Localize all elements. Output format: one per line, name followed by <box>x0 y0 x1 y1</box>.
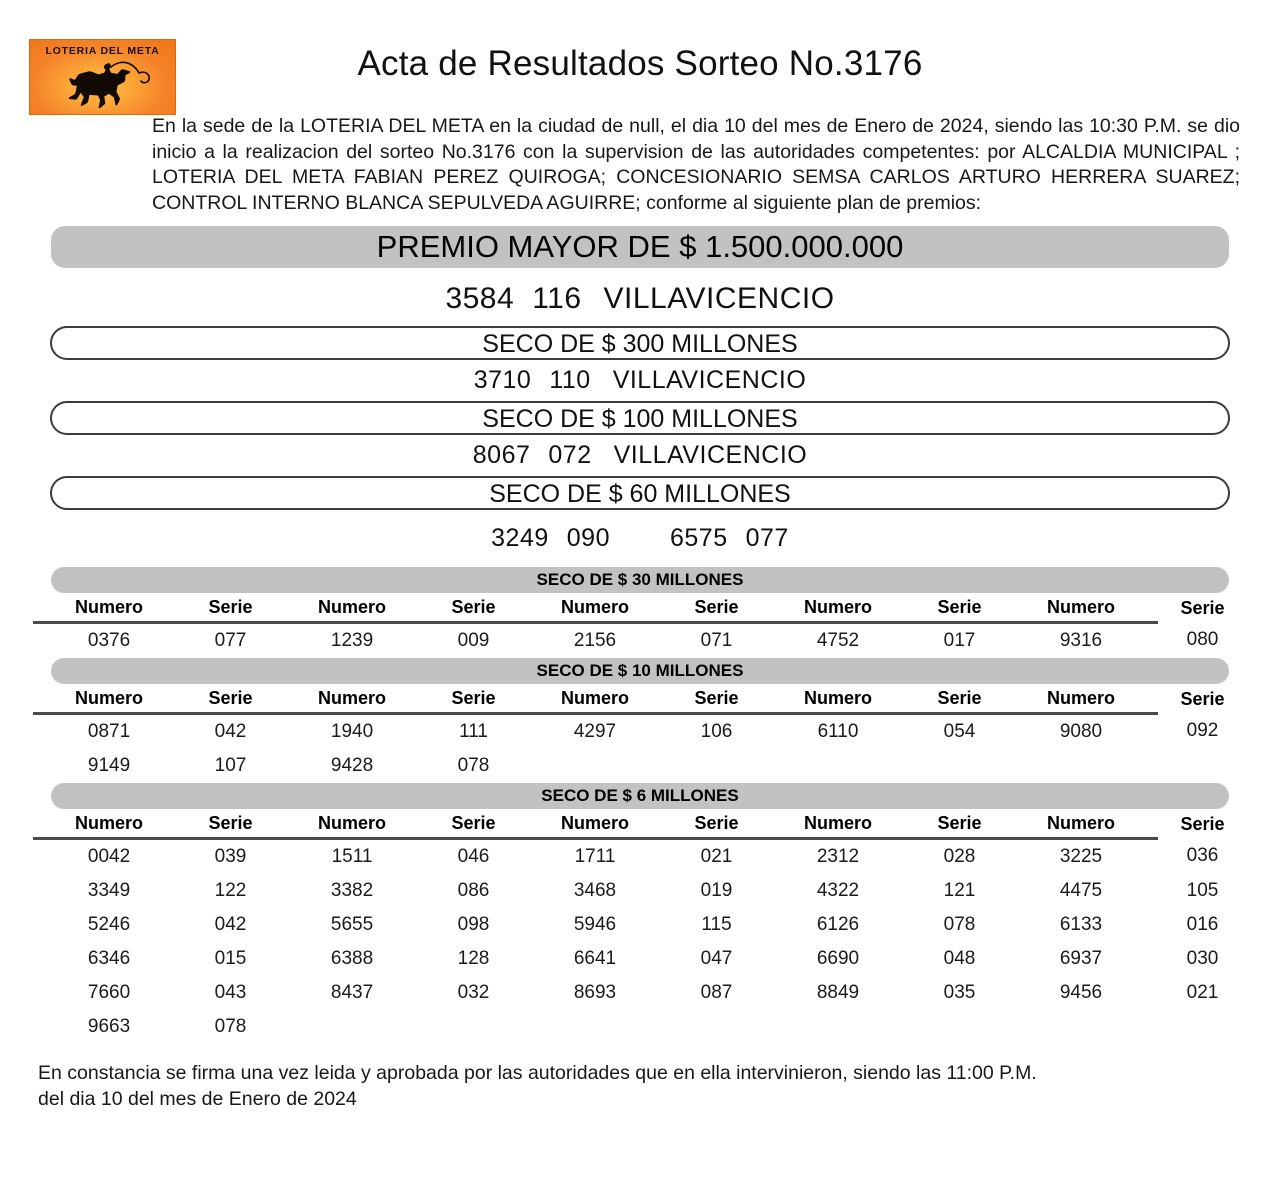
table-row <box>33 839 1248 875</box>
cell-numero: 0376 <box>87 630 131 651</box>
cell-numero: 3349 <box>87 880 131 901</box>
logo-brand-text: LOTERIA DEL META <box>45 45 160 57</box>
cell-serie: 015 <box>214 948 247 969</box>
cell-numero: 7660 <box>87 982 131 1003</box>
cell-serie: 021 <box>1186 982 1219 1003</box>
cell-serie: 016 <box>1186 914 1219 935</box>
cell-numero: 9663 <box>87 1016 131 1037</box>
cell-serie: 086 <box>457 880 490 901</box>
cell-numero: 6388 <box>330 948 374 969</box>
cell-serie: 107 <box>214 755 247 776</box>
table-row <box>33 874 1248 908</box>
cell-numero: 6641 <box>573 948 617 969</box>
seco-100-winner <box>0 441 1280 470</box>
cell-serie: 087 <box>700 982 733 1003</box>
cell-numero: 8437 <box>330 982 374 1003</box>
cell-numero: 1239 <box>330 630 374 651</box>
cell-serie: 106 <box>700 721 733 742</box>
premio-mayor-numero: 3584 <box>445 282 515 315</box>
cell-serie: 043 <box>214 982 247 1003</box>
cell-numero: 6110 <box>817 721 859 742</box>
cell-empty <box>915 1010 1005 1044</box>
cell-serie: 078 <box>457 755 490 776</box>
intro-paragraph: En la sede de la LOTERIA DEL META en la ciudad de null, el dia 10 del mes de Enero de 2024, siendo las 10:30 P.M. se dio inicio a la realizacion del sorteo No.3176 con la supervision de las autoridades competentes: por ALCALDIA MUNICIPAL ; LOTERIA DEL META FABIAN PEREZ QUIROGA; CONCESIONARIO SEMSA CARLOS ARTURO HERRERA SUAREZ; CONTROL INTERNO BLANCA SEPULVEDA AGUIRRE; conforme al siguiente plan de premios: <box>152 115 1240 214</box>
seco-60-serie-1: 090 <box>566 524 610 552</box>
footer-line-1: En constancia se firma una vez leida y aprobada por las autoridades que en ella intervinieron, siendo las 11:00 P.M. <box>38 1062 1037 1084</box>
table-row <box>33 908 1248 942</box>
table-row <box>33 749 1248 783</box>
cell-empty <box>672 749 762 783</box>
cell-empty <box>1158 1010 1248 1044</box>
seco-100-numero: 8067 <box>472 441 531 469</box>
cell-numero: 9316 <box>1059 630 1103 651</box>
col-header-numero: Numero <box>33 684 186 714</box>
cell-numero: 5246 <box>87 914 131 935</box>
cell-numero: 5946 <box>573 914 617 935</box>
cell-serie: 047 <box>700 948 733 969</box>
cell-serie: 054 <box>943 721 976 742</box>
col-header-serie: Serie <box>672 684 762 714</box>
seco-60-serie-2: 077 <box>745 524 789 552</box>
cell-empty <box>518 749 671 783</box>
seco-10-header-row <box>33 684 1248 714</box>
cell-empty <box>275 1010 428 1044</box>
cell-numero: 1940 <box>330 721 374 742</box>
seco-30-table <box>33 593 1248 658</box>
seco-60-numero-1: 3249 <box>491 524 549 552</box>
cell-serie: 042 <box>214 721 247 742</box>
seco-60-banner: SECO DE $ 60 MILLONES <box>50 476 1230 510</box>
col-header-serie: Serie <box>1180 813 1225 834</box>
seco-6-header-row <box>33 809 1248 839</box>
col-header-numero: Numero <box>761 684 914 714</box>
col-header-serie: Serie <box>186 684 276 714</box>
cell-numero: 9080 <box>1059 721 1103 742</box>
premio-mayor-serie: 116 <box>532 282 582 315</box>
col-header-numero: Numero <box>33 593 186 623</box>
seco-100-ciudad: VILLAVICENCIO <box>613 441 808 469</box>
cell-empty <box>518 1010 671 1044</box>
cell-numero: 2156 <box>573 630 617 651</box>
col-header-serie: Serie <box>915 593 1005 623</box>
seco-100-serie: 072 <box>548 441 592 469</box>
cell-numero: 3225 <box>1059 846 1103 867</box>
cell-numero: 4752 <box>816 630 860 651</box>
premio-mayor-winner <box>0 282 1280 316</box>
cell-numero: 4322 <box>816 880 860 901</box>
cell-numero: 1511 <box>331 846 373 867</box>
seco-300-serie: 110 <box>549 366 591 394</box>
cell-serie: 021 <box>700 846 733 867</box>
cell-numero: 3382 <box>330 880 374 901</box>
seco-60-winners <box>0 524 1280 553</box>
seco-300-banner: SECO DE $ 300 MILLONES <box>50 326 1230 360</box>
cell-serie: 017 <box>943 630 976 651</box>
seco-60-winner-1 <box>491 524 610 553</box>
col-header-serie: Serie <box>429 809 519 839</box>
cell-empty <box>429 1010 519 1044</box>
col-header-serie: Serie <box>186 809 276 839</box>
cell-numero: 4297 <box>573 721 617 742</box>
cell-numero: 9149 <box>87 755 131 776</box>
cell-empty <box>672 1010 762 1044</box>
cell-numero: 6690 <box>816 948 860 969</box>
seco-100-banner: SECO DE $ 100 MILLONES <box>50 401 1230 435</box>
col-header-numero: Numero <box>1004 684 1157 714</box>
col-header-serie: Serie <box>672 593 762 623</box>
premio-mayor-ciudad: VILLAVICENCIO <box>603 282 835 315</box>
cell-serie: 098 <box>457 914 490 935</box>
cell-numero: 9456 <box>1059 982 1103 1003</box>
seco-60-winner-2 <box>670 524 789 553</box>
col-header-numero: Numero <box>275 593 428 623</box>
col-header-numero: Numero <box>761 593 914 623</box>
seco-10-table <box>33 684 1248 783</box>
seco-300-ciudad: VILLAVICENCIO <box>612 366 807 394</box>
col-header-serie: Serie <box>186 593 276 623</box>
cell-empty <box>761 1010 914 1044</box>
col-header-numero: Numero <box>518 684 671 714</box>
col-header-numero: Numero <box>761 809 914 839</box>
seco-6-banner: SECO DE $ 6 MILLONES <box>51 783 1229 809</box>
col-header-serie: Serie <box>915 809 1005 839</box>
table-row <box>33 623 1248 659</box>
cell-serie: 122 <box>214 880 247 901</box>
col-header-numero: Numero <box>33 809 186 839</box>
cell-serie: 092 <box>1186 720 1219 742</box>
col-header-numero: Numero <box>275 809 428 839</box>
seco-10-banner: SECO DE $ 10 MILLONES <box>51 658 1229 684</box>
cell-serie: 121 <box>943 880 976 901</box>
table-row <box>33 976 1248 1010</box>
document-header <box>0 0 1280 110</box>
col-header-serie: Serie <box>429 684 519 714</box>
cell-numero: 3468 <box>573 880 617 901</box>
cell-serie: 036 <box>1186 845 1219 867</box>
cell-numero: 6937 <box>1059 948 1103 969</box>
cell-numero: 6346 <box>87 948 131 969</box>
cell-empty <box>1004 1010 1157 1044</box>
cell-empty <box>1158 749 1248 783</box>
seco-30-banner: SECO DE $ 30 MILLONES <box>51 567 1229 593</box>
seco-6-table <box>33 809 1248 1044</box>
page-title: Acta de Resultados Sorteo No.3176 <box>357 44 923 83</box>
cell-numero: 0042 <box>87 846 131 867</box>
cell-empty <box>915 749 1005 783</box>
cell-numero: 8849 <box>816 982 860 1003</box>
col-header-serie: Serie <box>915 684 1005 714</box>
cell-serie: 032 <box>457 982 490 1003</box>
cell-serie: 078 <box>943 914 976 935</box>
col-header-numero: Numero <box>518 593 671 623</box>
cell-serie: 111 <box>459 721 488 742</box>
cell-numero: 4475 <box>1059 880 1103 901</box>
col-header-serie: Serie <box>1180 597 1225 618</box>
footer-line-2: del dia 10 del mes de Enero de 2024 <box>38 1088 357 1110</box>
cell-numero: 5655 <box>330 914 374 935</box>
cell-serie: 035 <box>943 982 976 1003</box>
col-header-numero: Numero <box>1004 593 1157 623</box>
cell-serie: 009 <box>457 630 490 651</box>
cell-serie: 028 <box>943 846 976 867</box>
col-header-numero: Numero <box>275 684 428 714</box>
seco-60-numero-2: 6575 <box>670 524 728 552</box>
cell-serie: 019 <box>700 880 733 901</box>
cell-serie: 115 <box>701 914 732 935</box>
cell-serie: 080 <box>1186 629 1219 651</box>
cell-numero: 9428 <box>330 755 374 776</box>
table-row <box>33 714 1248 750</box>
footer-text <box>38 1060 1250 1112</box>
seco-300-numero: 3710 <box>473 366 532 394</box>
cell-serie: 071 <box>700 630 733 651</box>
seco-300-winner <box>0 366 1280 395</box>
table-row <box>33 1010 1248 1044</box>
col-header-serie: Serie <box>1180 688 1225 709</box>
cell-serie: 105 <box>1186 880 1219 901</box>
premio-mayor-banner: PREMIO MAYOR DE $ 1.500.000.000 <box>51 226 1229 268</box>
cell-serie: 048 <box>943 948 976 969</box>
cell-serie: 030 <box>1186 948 1219 969</box>
cell-numero: 6133 <box>1059 914 1103 935</box>
cell-numero: 6126 <box>816 914 860 935</box>
cell-serie: 077 <box>214 630 247 651</box>
cell-serie: 042 <box>214 914 247 935</box>
col-header-numero: Numero <box>518 809 671 839</box>
seco-30-header-row <box>33 593 1248 623</box>
col-header-numero: Numero <box>1004 809 1157 839</box>
cell-serie: 078 <box>214 1016 247 1037</box>
cell-numero: 1711 <box>574 846 616 867</box>
table-row <box>33 942 1248 976</box>
col-header-serie: Serie <box>672 809 762 839</box>
cell-numero: 0871 <box>87 721 131 742</box>
cell-numero: 8693 <box>573 982 617 1003</box>
cell-serie: 039 <box>214 846 247 867</box>
col-header-serie: Serie <box>429 593 519 623</box>
cell-empty <box>761 749 914 783</box>
cell-empty <box>1004 749 1157 783</box>
cell-serie: 128 <box>457 948 490 969</box>
cell-serie: 046 <box>457 846 490 867</box>
cell-numero: 2312 <box>816 846 860 867</box>
